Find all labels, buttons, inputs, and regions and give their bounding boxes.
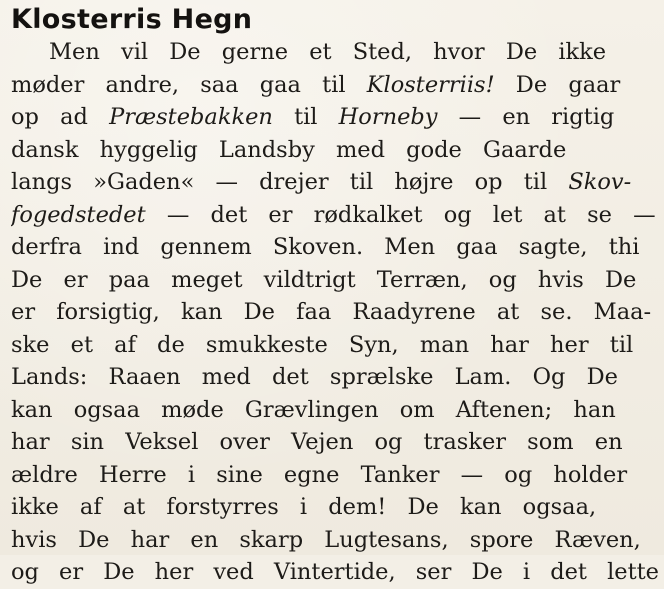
text-run: De er paa meget vildtrigt Terræn, og hvis De: [11, 266, 637, 293]
text-line-content: [49, 39, 606, 65]
text-line: [11, 166, 661, 199]
text-line-content: [11, 72, 620, 98]
text-line-content: [11, 169, 631, 195]
text-run: op ad: [11, 104, 110, 130]
text-line: [11, 556, 661, 589]
text-line: [11, 134, 661, 167]
text-line: [11, 199, 661, 232]
text-line: [11, 69, 661, 102]
text-line-content: [11, 299, 651, 325]
text-run: langs »Gaden« — drejer til højre op til: [11, 169, 569, 195]
text-line: [11, 329, 661, 362]
text-run: Men vil De gerne et Sted, hvor De ikke: [49, 39, 607, 65]
text-line: [11, 426, 661, 459]
text-line: [11, 264, 661, 297]
text-run: — det er rødkalket og let at se —: [145, 201, 656, 228]
text-run: har sin Veksel over Vejen og trasker som en: [11, 429, 623, 455]
text-line-content: [11, 234, 639, 260]
text-run: ske et af de smukkeste Syn, man har her til: [11, 331, 634, 358]
text-run: Lands: Raaen med det sprælske Lam. Og De: [11, 364, 618, 390]
text-line-content: [11, 202, 656, 228]
text-line-content: [11, 104, 614, 130]
text-run: ældre Herre i sine egne Tanker — og holder: [11, 461, 628, 488]
italic-phrase: fogedstedet: [11, 201, 146, 228]
text-run: ikke af at forstyrres i dem! De kan ogsaa,: [11, 494, 597, 520]
text-run: hvis De har en skarp Lugtesans, spore Ræven,: [11, 526, 641, 553]
italic-phrase: Horneby: [338, 104, 438, 130]
article-heading: Klosterris Hegn: [11, 4, 253, 35]
text-run: og er De her ved Vintertide, ser De i det lette: [11, 559, 659, 585]
article-body: [11, 36, 661, 589]
text-run: — en rigtig: [437, 104, 615, 130]
text-line-content: [11, 527, 641, 553]
text-line-content: [11, 267, 636, 293]
text-run: er forsigtig, kan De faa Raadyrene at se. Maa-: [11, 299, 652, 325]
text-line-content: [11, 462, 627, 488]
text-run: De gaar: [494, 71, 621, 98]
text-line-content: [11, 397, 616, 423]
text-line: [11, 361, 661, 394]
italic-phrase: Præstebakken: [109, 104, 273, 130]
text-line: [11, 231, 661, 264]
text-line-content: [11, 494, 596, 520]
text-line-content: [11, 429, 623, 455]
text-run: kan ogsaa møde Grævlingen om Aftenen; han: [11, 396, 616, 423]
text-line-content: [11, 137, 566, 163]
text-line: [11, 394, 661, 427]
text-line-content: [11, 364, 618, 390]
text-line: [11, 459, 661, 492]
italic-phrase: Skov-: [568, 169, 632, 195]
text-line: [11, 36, 661, 69]
text-line: [11, 101, 661, 134]
text-line-content: [11, 332, 633, 358]
text-line: [11, 491, 661, 524]
text-line-content: [11, 559, 659, 585]
italic-phrase: Klosterriis!: [366, 71, 495, 98]
text-run: møder andre, saa gaa til: [11, 71, 367, 98]
text-run: til: [272, 104, 339, 130]
text-line: [11, 524, 661, 557]
text-run: derfra ind gennem Skoven. Men gaa sagte, thi: [11, 234, 640, 260]
text-line: [11, 296, 661, 329]
text-run: dansk hyggelig Landsby med gode Gaarde: [11, 136, 567, 163]
